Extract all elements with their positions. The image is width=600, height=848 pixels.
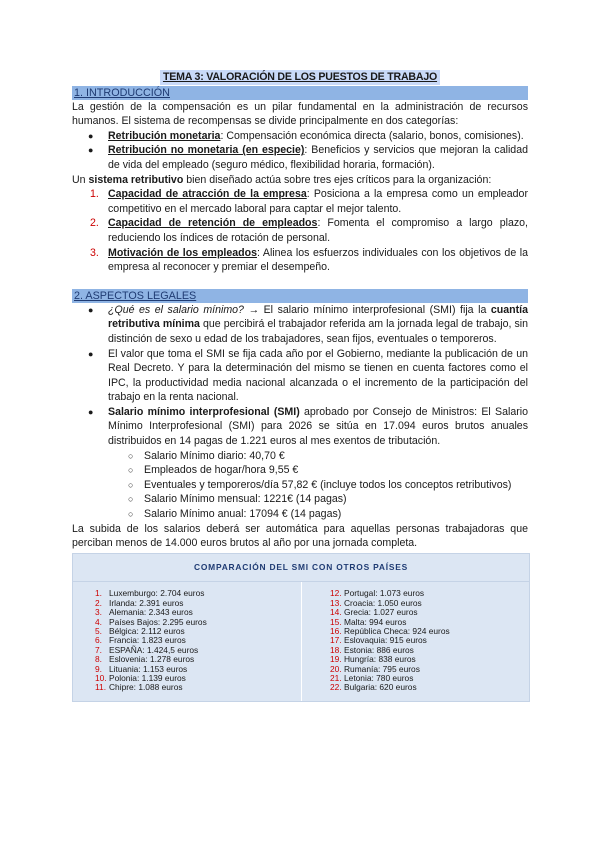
list-item <box>72 405 528 449</box>
page-title: TEMA 3: VALORACIÓN DE LOS PUESTOS DE TRABAJO <box>160 70 440 85</box>
rank-number: 12. <box>330 588 342 599</box>
section-heading-introduccion: 1. INTRODUCCIÓN <box>72 86 528 100</box>
compensation-list <box>72 129 528 173</box>
table-column-left <box>73 582 301 700</box>
rank-number: 14. <box>330 607 342 618</box>
list-item <box>72 347 528 405</box>
country-value: Bélgica: 2.112 euros <box>109 626 185 637</box>
list-item <box>72 246 528 275</box>
smi-comparison-table <box>72 553 530 702</box>
country-value: Rumanía: 795 euros <box>344 663 420 674</box>
rank-number: 4. <box>95 616 102 627</box>
country-value: Países Bajos: 2.295 euros <box>109 616 207 627</box>
table-row <box>73 618 301 627</box>
document-page <box>72 70 528 702</box>
list-item <box>72 216 528 245</box>
intro-paragraph: La gestión de la compensación es un pilar fundamental en la administración de recursos humanos. El sistema de recompensas se divide principalmente en dos categorías: <box>72 100 528 128</box>
table-body <box>73 582 529 700</box>
country-value: Lituania: 1.153 euros <box>109 663 188 674</box>
rank-number: 16. <box>330 626 342 637</box>
rank-number: 15. <box>330 616 342 627</box>
axes-list <box>72 187 528 275</box>
text: bien diseñado actúa sobre tres ejes críticos para la organización: <box>183 173 492 186</box>
rank-number: 2. <box>95 597 102 608</box>
country-value: Chipre: 1.088 euros <box>109 682 183 693</box>
term-description: : Beneficios y servicios que mejoran la calidad de vida del empleado (seguro médico, flexibilidad horaria, formación). <box>108 144 528 171</box>
country-value: Polonia: 1.139 euros <box>109 673 186 684</box>
term-description: : Compensación económica directa (salario, bonos, comisiones). <box>220 129 524 142</box>
list-item <box>72 303 528 347</box>
country-value: Portugal: 1.073 euros <box>344 588 425 599</box>
text: aprobado por Consejo de Ministros: El Salario Mínimo Interprofesional (SMI) para 2026 se sitúa en 17.094 euros brutos anuales distribuidos en 14 pagas de 1.221 euros al mes exentos de tributación. <box>108 405 528 448</box>
term: Retribución monetaria <box>108 129 221 142</box>
table-row <box>73 627 301 636</box>
text: → El salario mínimo interprofesional (SMI) fija la <box>243 303 491 316</box>
country-value: Malta: 994 euros <box>344 616 407 627</box>
list-item: ○ Salario Mínimo diario: 40,70 € <box>72 449 528 464</box>
text: El valor que toma el SMI se fija cada año por el Gobierno, mediante la publicación de un Real Decreto. Y para la determinación del mismo se tienen en cuenta factores como el IPC, la productividad media nacional alcanzada o el incremento de la participación del trabajo en la renta nacional. <box>108 347 528 404</box>
rank-number: 3. <box>95 607 102 618</box>
retributive-system-paragraph <box>72 173 528 188</box>
rank-number: 21. <box>330 673 342 684</box>
table-row <box>73 589 301 598</box>
rank-number: 13. <box>330 597 342 608</box>
list-item: ○ Salario Mínimo anual: 17094 € (14 pagas) <box>72 507 528 522</box>
spacer <box>72 275 528 289</box>
list-number: 3. <box>90 246 99 259</box>
list-item <box>72 143 528 172</box>
country-value: Bulgaria: 620 euros <box>344 682 417 693</box>
list-item: ○ Eventuales y temporeros/día 57,82 € (incluye todos los conceptos retributivos) <box>72 478 528 493</box>
list-item <box>72 129 528 144</box>
closing-paragraph: La subida de los salarios deberá ser automática para aquellas personas trabajadoras que perciban menos de 14.000 euros brutos al año por una jornada completa. <box>72 522 528 550</box>
country-value: República Checa: 924 euros <box>344 626 450 637</box>
rank-number: 1. <box>95 588 102 599</box>
term-description: : Alinea los esfuerzos individuales con los objetivos de la empresa al reconocer y premiar el desempeño. <box>108 246 528 274</box>
title-row <box>72 70 528 85</box>
rank-number: 18. <box>330 644 342 655</box>
country-value: Alemania: 2.343 euros <box>109 607 193 618</box>
legal-list <box>72 303 528 449</box>
table-heading: COMPARACIÓN DEL SMI CON OTROS PAÍSES <box>73 554 529 583</box>
term: Capacidad de atracción de la empresa <box>108 188 307 201</box>
bold-term: cuantía retributiva mínima <box>108 303 528 331</box>
term-description: : Posiciona a la empresa como un empleador competitivo en el mercado laboral para captar el mejor talento. <box>108 188 528 215</box>
country-value: Francia: 1.823 euros <box>109 635 186 646</box>
rank-number: 7. <box>95 644 102 655</box>
country-value: ESPAÑA: 1.424,5 euros <box>109 644 199 655</box>
table-row <box>73 665 301 674</box>
list-item: ○ Empleados de hogar/hora 9,55 € <box>72 463 528 478</box>
rank-number: 5. <box>95 626 102 637</box>
text: que percibirá el trabajador referida am la jornada legal de trabajo, sin distinción de sexo u edad de los trabajadores, sean fijos, eventuales o temporeros. <box>108 318 528 345</box>
country-value: Croacia: 1.050 euros <box>344 597 422 608</box>
rank-number: 22. <box>330 682 342 693</box>
list-item: ○ Salario Mínimo mensual: 1221€ (14 pagas) <box>72 492 528 507</box>
rank-number: 19. <box>330 654 342 665</box>
country-value: Eslovenia: 1.278 euros <box>109 654 195 665</box>
country-value: Irlanda: 2.391 euros <box>109 597 184 608</box>
term-description: : Fomenta el compromiso a largo plazo, reduciendo los índices de rotación de personal. <box>108 217 528 244</box>
term: Motivación de los empleados <box>108 246 257 259</box>
text: Un <box>72 173 89 186</box>
rank-number: 6. <box>95 635 102 646</box>
rank-number: 9. <box>95 663 102 674</box>
list-item <box>72 187 528 216</box>
rank-number: 11. <box>95 682 107 693</box>
country-value: Estonia: 886 euros <box>344 644 414 655</box>
italic-question: ¿Qué es el salario mínimo? <box>108 303 244 316</box>
term: Capacidad de retención de empleados <box>108 217 318 230</box>
rank-number: 20. <box>330 663 342 674</box>
table-row <box>302 683 529 692</box>
bold-term: sistema retributivo <box>88 173 184 186</box>
table-row <box>73 655 301 664</box>
country-value: Hungría: 838 euros <box>344 654 416 665</box>
country-value: Eslovaquia: 915 euros <box>344 635 427 646</box>
smi-values-list <box>72 449 528 522</box>
term: Retribución no monetaria (en especie) <box>108 144 305 157</box>
table-column-right <box>301 582 529 700</box>
section-heading-aspectos-legales: 2. ASPECTOS LEGALES <box>72 289 528 303</box>
rank-number: 17. <box>330 635 342 646</box>
country-value: Luxemburgo: 2.704 euros <box>109 588 205 599</box>
list-number: 2. <box>90 217 99 230</box>
table-row <box>73 674 301 683</box>
rank-number: 10. <box>95 673 107 684</box>
country-value: Grecia: 1.027 euros <box>344 607 418 618</box>
bold-term: Salario mínimo interprofesional (SMI) <box>108 405 300 418</box>
table-row <box>73 683 301 692</box>
country-value: Letonia: 780 euros <box>344 673 414 684</box>
rank-number: 8. <box>95 654 102 665</box>
list-number: 1. <box>90 188 99 201</box>
